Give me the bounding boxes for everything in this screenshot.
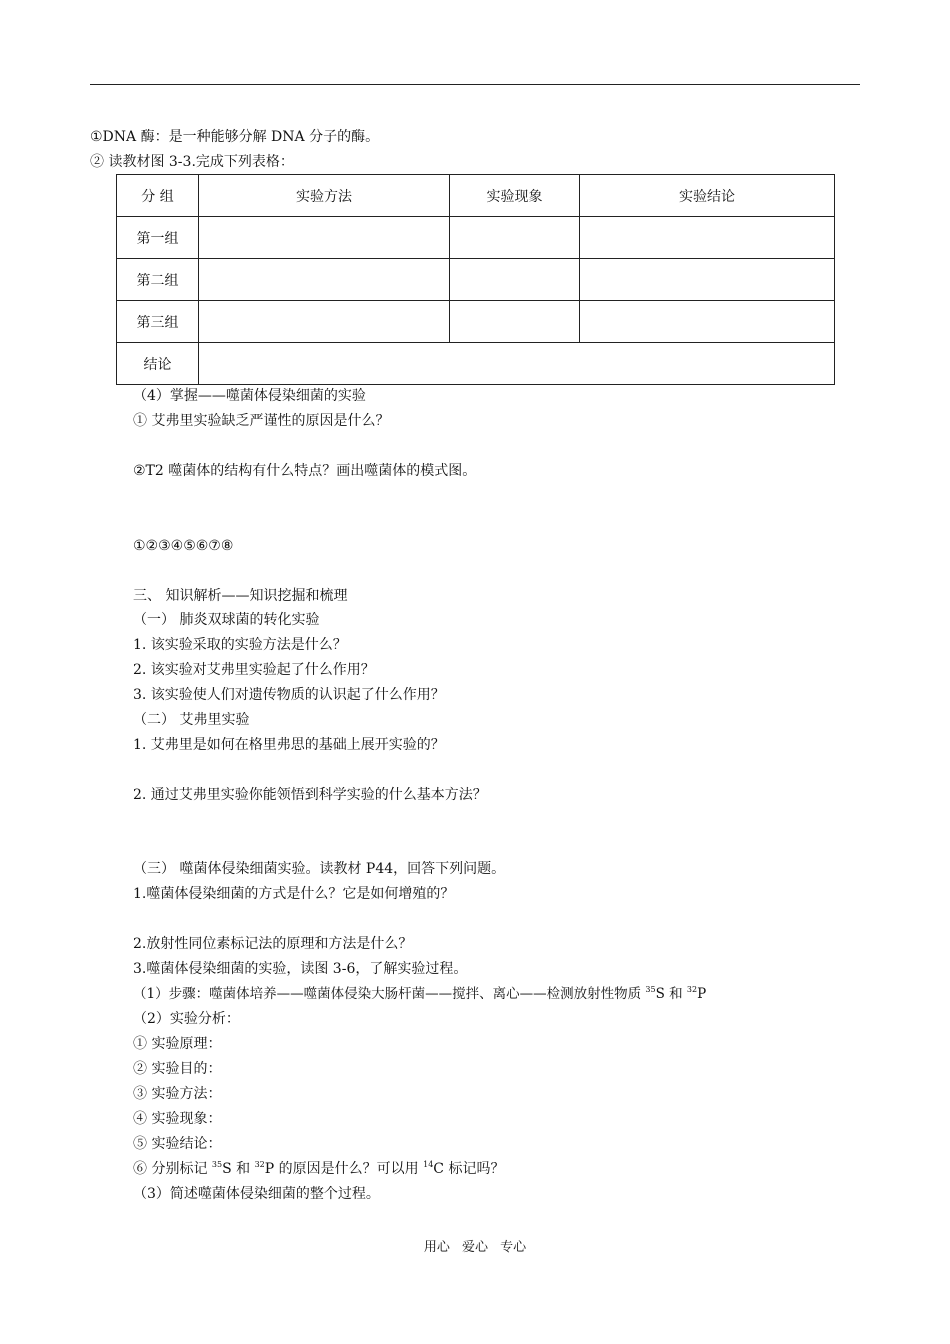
part2-title: （二） 艾弗里实验 [133, 712, 250, 728]
step-1-text: （1）步骤：噬菌体培养——噬菌体侵染大肠杆菌——搅拌、离心——检测放射性物质 [133, 986, 646, 1002]
page-footer: 用心 爱心 专心 [423, 1240, 527, 1255]
isotope-35: 35 [211, 1160, 223, 1169]
analysis-item-2: ② 实验目的： [133, 1061, 222, 1077]
section3-title: 三、 知识解析——知识挖掘和梳理 [133, 588, 348, 604]
table-conclusion-row [117, 343, 835, 385]
analysis-text: C 标记吗？ [433, 1161, 505, 1177]
table-cell [450, 217, 580, 259]
table-row [117, 217, 835, 259]
table-header-cell: 分 组 [117, 175, 199, 217]
intro-line-2: ② 读教材图 3-3.完成下列表格： [90, 154, 294, 170]
table-cell [450, 301, 580, 343]
analysis-item-4: ④ 实验现象： [133, 1111, 222, 1127]
analysis-item-3: ③ 实验方法： [133, 1086, 222, 1102]
table-row [117, 259, 835, 301]
intro-line-1: ①DNA 酶：是一种能够分解 DNA 分子的酶。 [90, 129, 380, 145]
table-cell [199, 343, 835, 385]
row-label: 第一组 [117, 217, 199, 259]
row-label: 第三组 [117, 301, 199, 343]
row-label: 第二组 [117, 259, 199, 301]
part1-question-2: 2. 该实验对艾弗里实验起了什么作用？ [133, 662, 375, 678]
table-header-cell: 实验结论 [580, 175, 835, 217]
step-1-line [133, 985, 706, 1003]
circled-numbers: ①②③④⑤⑥⑦⑧ [133, 538, 234, 554]
analysis-item-6 [133, 1160, 504, 1178]
part3-question-3: 3.噬菌体侵染细菌的实验，读图 3-6，了解实验过程。 [133, 961, 468, 977]
analysis-text: ⑥ 分别标记 [133, 1161, 212, 1177]
header-rule [90, 84, 860, 85]
table-row [117, 301, 835, 343]
analysis-text: P 的原因是什么？可以用 [264, 1161, 424, 1177]
row-label: 结论 [117, 343, 199, 385]
section4-question-1: ① 艾弗里实验缺乏严谨性的原因是什么？ [133, 413, 390, 429]
part3-title: （三） 噬菌体侵染细菌实验。读教材 P44，回答下列问题。 [133, 861, 506, 877]
isotope-35: 35 [645, 985, 656, 994]
analysis-text: S 和 [222, 1161, 255, 1177]
table-cell [580, 259, 835, 301]
section4-title: （4）掌握——噬菌体侵染细菌的实验 [133, 388, 366, 404]
table-header-cell: 实验方法 [199, 175, 450, 217]
analysis-item-1: ① 实验原理： [133, 1036, 222, 1052]
section4-question-2: ②T2 噬菌体的结构有什么特点？画出噬菌体的模式图。 [133, 463, 477, 479]
part1-question-1: 1. 该实验采取的实验方法是什么？ [133, 637, 347, 653]
part1-title: （一） 肺炎双球菌的转化实验 [133, 612, 320, 628]
table-cell [580, 301, 835, 343]
part3-question-1: 1.噬菌体侵染细菌的方式是什么？它是如何增殖的？ [133, 886, 455, 902]
part2-question-2: 2. 通过艾弗里实验你能领悟到科学实验的什么基本方法？ [133, 787, 487, 803]
analysis-item-5: ⑤ 实验结论： [133, 1136, 222, 1152]
isotope-32: 32 [254, 1160, 265, 1169]
step-3-line: （3）简述噬菌体侵染细菌的整个过程。 [133, 1186, 380, 1202]
isotope-32: 32 [686, 985, 698, 994]
table-cell [199, 301, 450, 343]
table-cell [450, 259, 580, 301]
part2-question-1: 1. 艾弗里是如何在格里弗思的基础上展开实验的？ [133, 737, 445, 753]
table-cell [199, 259, 450, 301]
table-cell [199, 217, 450, 259]
part3-question-2: 2.放射性同位素标记法的原理和方法是什么？ [133, 936, 413, 952]
isotope-14: 14 [423, 1160, 434, 1169]
table-header-cell: 实验现象 [450, 175, 580, 217]
step-1-text: S 和 [655, 986, 687, 1002]
analysis-title: （2）实验分析： [133, 1011, 240, 1027]
part1-question-3: 3. 该实验使人们对遗传物质的认识起了什么作用？ [133, 687, 445, 703]
step-1-text: P [697, 986, 707, 1002]
table-cell [580, 217, 835, 259]
table-header-row [117, 175, 835, 217]
experiment-table [116, 174, 835, 385]
